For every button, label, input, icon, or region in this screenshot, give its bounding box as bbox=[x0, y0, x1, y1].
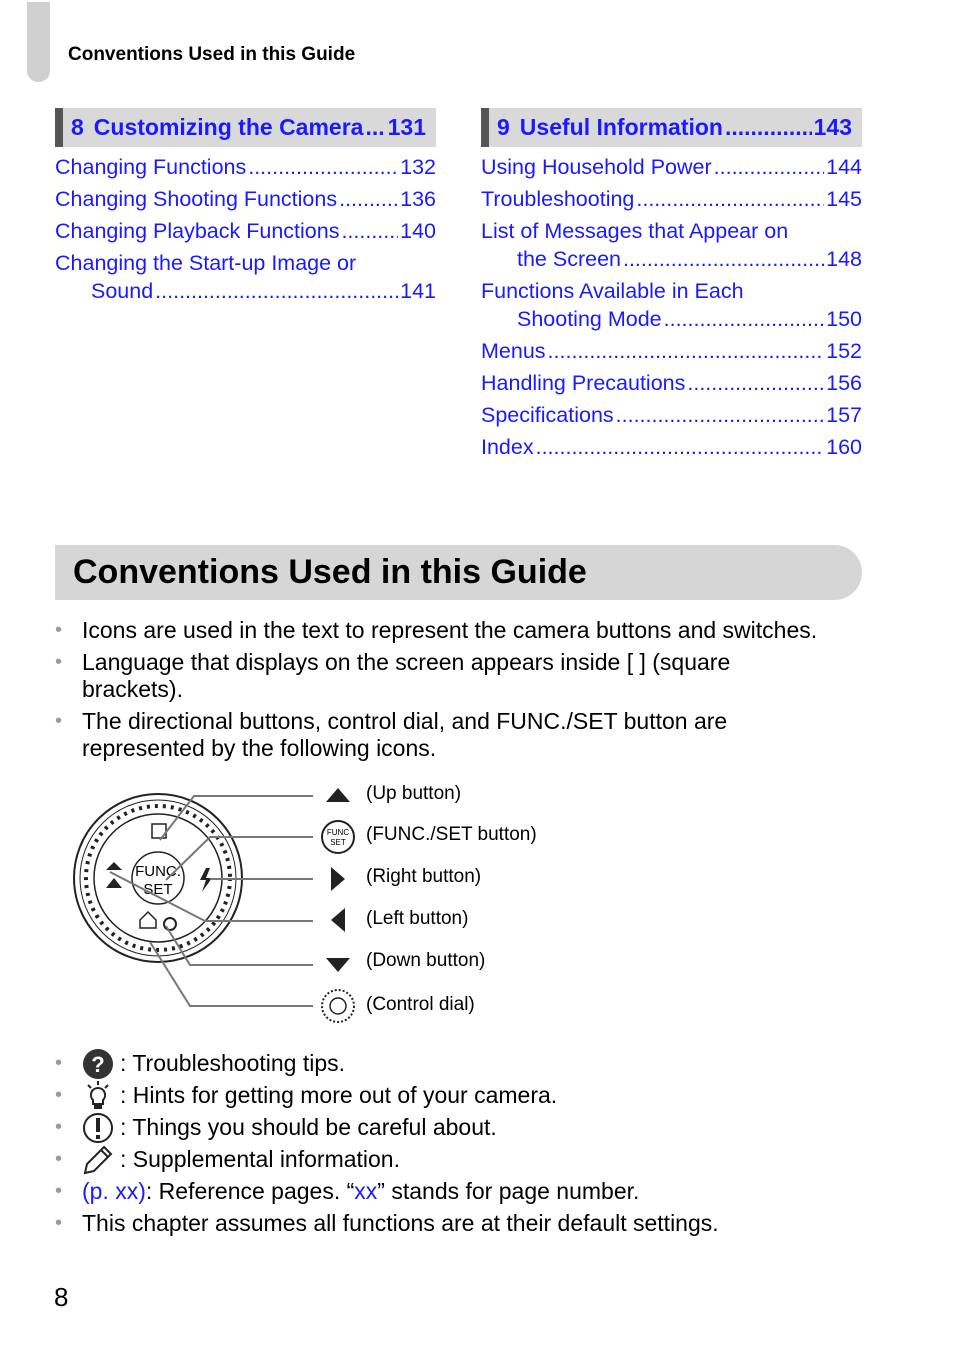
toc-entry[interactable]: Specifications ..... 157 bbox=[481, 401, 862, 429]
down-arrow-icon bbox=[320, 946, 356, 982]
question-icon bbox=[82, 1048, 114, 1080]
toc-entry[interactable]: Changing Playback Functions ..... 140 bbox=[55, 217, 436, 245]
dial-func-text: FUNC. bbox=[135, 863, 181, 880]
svg-text:SET: SET bbox=[330, 838, 346, 847]
section-banner bbox=[55, 545, 862, 600]
control-dial-diagram bbox=[70, 780, 610, 1030]
toc-entry[interactable]: Troubleshooting ..... 145 bbox=[481, 185, 862, 213]
page-number: 8 bbox=[54, 1282, 69, 1312]
toc-entry[interactable]: Changing Functions ..... 132 bbox=[55, 153, 436, 181]
exclamation-icon bbox=[82, 1112, 114, 1144]
toc-entry[interactable]: Menus ..... 152 bbox=[481, 337, 862, 365]
list-item: • Language that displays on the screen appears inside [ ] (square brackets). bbox=[55, 649, 782, 703]
list-item: • : Things you should be careful about. bbox=[55, 1114, 875, 1141]
dial-set-text: SET bbox=[143, 881, 173, 898]
chapter-title: Customizing the Camera bbox=[93, 114, 364, 140]
func-set-button-label: (FUNC./SET button) bbox=[366, 824, 537, 845]
toc-entry[interactable]: Changing the Start-up Image or Sound ..... 141 bbox=[55, 249, 436, 305]
control-dial-icon bbox=[320, 988, 356, 1024]
svg-text:FUNC: FUNC bbox=[326, 828, 350, 837]
down-button-label: (Down button) bbox=[366, 950, 486, 971]
icon-legend-list bbox=[55, 1050, 875, 1242]
list-item: • ? : Troubleshooting tips. bbox=[55, 1050, 875, 1077]
toc-chapter-heading[interactable] bbox=[481, 108, 862, 147]
toc-chapter-heading[interactable] bbox=[55, 108, 436, 147]
chapter-page: 131 bbox=[387, 114, 426, 140]
chapter-title: Useful Information bbox=[519, 114, 723, 140]
pencil-icon bbox=[82, 1144, 114, 1176]
func-set-icon bbox=[320, 819, 356, 855]
control-dial-label: (Control dial) bbox=[366, 994, 475, 1015]
list-item: • : Hints for getting more out of your camera. bbox=[55, 1082, 875, 1109]
toc-entry[interactable]: Handling Precautions ..... 156 bbox=[481, 369, 862, 397]
toc-entry[interactable]: Changing Shooting Functions ..... 136 bbox=[55, 185, 436, 213]
list-item: • This chapter assumes all functions are at their default settings. bbox=[55, 1210, 875, 1237]
toc-entry[interactable]: Index ..... 160 bbox=[481, 433, 862, 461]
toc-entry[interactable]: Functions Available in Each Shooting Mode ..... 150 bbox=[481, 277, 862, 333]
page-tab-marker bbox=[27, 2, 50, 82]
toc-chapter-8 bbox=[55, 108, 436, 305]
lightbulb-icon bbox=[82, 1080, 114, 1112]
chapter-page: 143 bbox=[813, 114, 852, 140]
chapter-number: 9 bbox=[497, 114, 510, 140]
list-item: • (p. xx) : Reference pages. “ xx ” stands for page number. bbox=[55, 1178, 875, 1205]
page-reference-link[interactable]: • (p. xx) bbox=[82, 1178, 146, 1204]
toc-chapter-9 bbox=[481, 108, 862, 461]
chapter-number: 8 bbox=[71, 114, 84, 140]
toc-entry[interactable]: Using Household Power ..... 144 bbox=[481, 153, 862, 181]
list-item: • The directional buttons, control dial, and FUNC./SET button are represented by the following icons. bbox=[55, 708, 802, 762]
up-button-label: (Up button) bbox=[366, 783, 462, 804]
up-arrow-icon bbox=[320, 778, 356, 814]
right-arrow-icon bbox=[320, 861, 356, 897]
list-item: • : Supplemental information. bbox=[55, 1146, 875, 1173]
section-title: Conventions Used in this Guide bbox=[73, 553, 587, 591]
control-dial-illustration bbox=[70, 780, 320, 1030]
left-button-label: (Left button) bbox=[366, 908, 469, 929]
running-head: Conventions Used in this Guide bbox=[68, 44, 356, 65]
list-item: • Icons are used in the text to represent the camera buttons and switches. bbox=[55, 617, 875, 644]
left-arrow-icon bbox=[320, 902, 356, 938]
svg-text:?: • ? bbox=[91, 1051, 105, 1077]
toc-entry[interactable]: List of Messages that Appear on the Screen ..... 148 bbox=[481, 217, 862, 273]
conventions-list bbox=[55, 617, 875, 767]
right-button-label: (Right button) bbox=[366, 866, 482, 887]
